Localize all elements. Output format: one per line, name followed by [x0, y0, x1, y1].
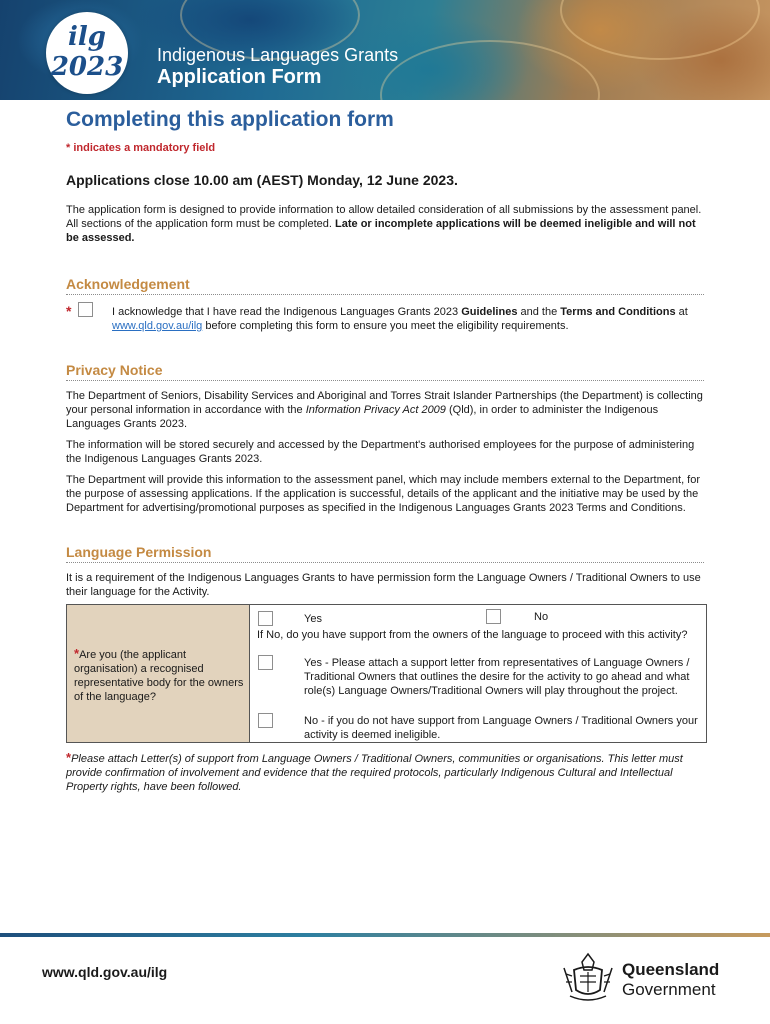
logo-text-line1: ilg — [68, 22, 106, 52]
close-date: Applications close 10.00 am (AEST) Monday, 12 June 2023. — [66, 172, 458, 188]
section-divider — [66, 294, 704, 295]
required-star: * — [66, 303, 72, 319]
ack-text-3: at — [678, 306, 688, 318]
language-permission-table — [66, 604, 707, 743]
acknowledge-checkbox[interactable] — [78, 302, 93, 317]
footer-divider — [0, 933, 770, 937]
banner-subtitle: Application Form — [157, 66, 322, 88]
privacy-p1-a: The Department of Seniors, Disability Services and Aboriginal and Torres Strait Islander Partnerships (the Department) is collecting your personal information in accordance with the — [66, 390, 703, 416]
intro-text: The application form is designed to provide information to allow detailed consideration of all submissions by the assessment panel. All sections of the application form must be completed. — [66, 204, 702, 230]
ack-terms: Terms and Conditions — [560, 306, 676, 318]
privacy-paragraph-3: The Department will provide this information to the assessment panel, which may include members external to the Department, for the purpose of assessing applications. If the application is successful, details of the applicant and the initiative may be used by the Department for advertising/promotional purposes as specified in the Indigenous Languages Grants 2023 Terms and Conditions. — [66, 474, 701, 514]
logo-text-line2: 2023 — [50, 52, 124, 82]
support-no-checkbox[interactable] — [258, 713, 273, 728]
no-checkbox[interactable] — [486, 609, 501, 624]
section-heading-acknowledgement: Acknowledgement — [66, 276, 190, 292]
attach-note-text: Please attach Letter(s) of support from Language Owners / Traditional Owners, communities or organisations. This letter must provide confirmation of involvement and evidence that the required protocols, particularly Indigenous Cultural and Intellectual Property rights, have been followed. — [66, 753, 683, 793]
privacy-paragraph-1 — [66, 389, 706, 431]
support-yes-checkbox[interactable] — [258, 655, 273, 670]
ack-text-1: I acknowledge that I have read the Indigenous Languages Grants 2023 — [112, 306, 459, 318]
privacy-paragraph-2: The information will be stored securely and accessed by the Department's authorised employees for the purpose of administering the Indigenous Languages Grants 2023. — [66, 439, 695, 465]
ack-text-4: before completing this form to ensure you meet the eligibility requirements. — [205, 320, 569, 332]
gov-name: Queensland — [622, 960, 720, 979]
page-title: Completing this application form — [66, 108, 394, 131]
yes-checkbox[interactable] — [258, 611, 273, 626]
no-label: No — [534, 611, 549, 623]
privacy-act-name: Information Privacy Act 2009 — [305, 404, 446, 416]
question-label: Are you (the applicant organisation) a recognised representative body for the owners of the language? — [74, 649, 244, 703]
footer-url[interactable]: www.qld.gov.au/ilg — [42, 964, 168, 980]
intro-paragraph — [66, 203, 706, 245]
section-heading-language-permission: Language Permission — [66, 544, 212, 560]
queensland-crest-icon — [560, 950, 616, 1004]
required-star: * — [74, 646, 80, 661]
ack-text-2: and the — [520, 306, 558, 318]
required-star: * — [66, 750, 72, 765]
section-divider — [66, 562, 704, 563]
ilg-link[interactable]: www.qld.gov.au/ilg — [112, 320, 203, 332]
support-yes-text: Yes - Please attach a support letter from representatives of Language Owners / Traditional Owners that outlines the desire for the activity to go ahead and what role(s) Language Owners/Traditional Owners will play throughout the project. — [304, 657, 690, 697]
gov-sub: Government — [622, 980, 716, 999]
section-heading-privacy: Privacy Notice — [66, 362, 163, 378]
mandatory-note: * indicates a mandatory field — [66, 142, 216, 154]
question-cell — [67, 605, 250, 742]
header-banner — [0, 0, 770, 100]
if-no-question: If No, do you have support from the owners of the language to proceed with this activity? — [257, 629, 688, 641]
acknowledge-text — [112, 305, 692, 333]
ack-guidelines: Guidelines — [461, 306, 518, 318]
ilg-logo — [46, 12, 128, 94]
attach-letter-note — [66, 751, 716, 794]
banner-title: Indigenous Languages Grants — [157, 45, 399, 65]
intro-bold: Late or incomplete applications will be deemed ineligible and will not be assessed. — [66, 218, 696, 244]
privacy-p1-b: (Qld), in order to administer the Indigenous Languages Grants 2023. — [66, 404, 659, 430]
question-text — [74, 647, 244, 704]
banner-swirl — [380, 40, 600, 100]
yes-label: Yes — [304, 613, 322, 625]
section-divider — [66, 380, 704, 381]
banner-swirl — [560, 0, 760, 60]
language-permission-intro: It is a requirement of the Indigenous Languages Grants to have permission form the Language Owners / Traditional Owners to use their language for the Activity. — [66, 572, 701, 598]
support-no-text: No - if you do not have support from Language Owners / Traditional Owners your activity is deemed ineligible. — [304, 715, 698, 741]
